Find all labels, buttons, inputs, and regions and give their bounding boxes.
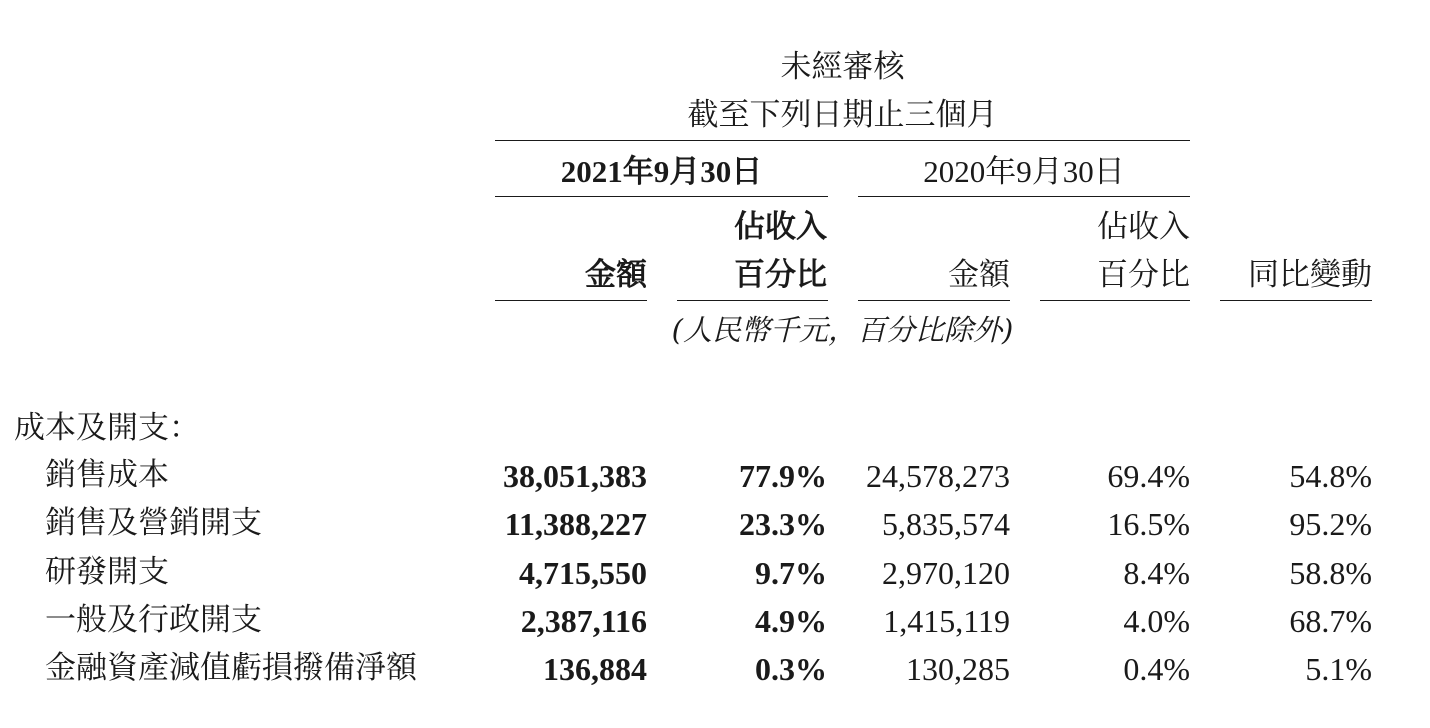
col-yoy: 同比變動 — [1248, 257, 1372, 293]
col-yoy-rule — [1220, 300, 1372, 301]
col-pct-2020-rule — [1040, 300, 1190, 301]
row-yoy: 95.2% — [1289, 506, 1372, 542]
header-rule-top — [495, 140, 1190, 141]
row-pct-2020: 0.4% — [1123, 651, 1190, 687]
row-amount-2020: 5,835,574 — [882, 506, 1010, 542]
row-amount-2021: 38,051,383 — [503, 458, 647, 494]
row-amount-2021: 136,884 — [543, 651, 647, 687]
row-pct-2021: 23.3% — [739, 506, 827, 542]
row-label: 銷售成本 — [45, 457, 169, 493]
period-2020-rule — [858, 196, 1190, 197]
col-pct-2021-bottom: 百分比 — [734, 257, 827, 293]
row-yoy: 68.7% — [1289, 603, 1372, 639]
col-amount-2020-rule — [858, 300, 1010, 301]
col-amount-2021: 金額 — [585, 257, 647, 293]
row-pct-2020: 8.4% — [1123, 555, 1190, 591]
col-amount-2021-rule — [495, 300, 647, 301]
col-pct-2020-bottom: 百分比 — [1097, 257, 1190, 293]
row-amount-2021: 2,387,116 — [520, 603, 647, 639]
row-label: 金融資產減值虧損撥備淨額 — [45, 650, 417, 686]
row-amount-2021: 4,715,550 — [519, 555, 647, 591]
row-amount-2020: 1,415,119 — [883, 603, 1010, 639]
row-pct-2021: 9.7% — [755, 555, 827, 591]
row-amount-2020: 24,578,273 — [866, 458, 1010, 494]
section-title: 成本及開支： — [14, 410, 200, 446]
col-pct-2021-rule — [677, 300, 828, 301]
row-label: 銷售及營銷開支 — [45, 505, 262, 541]
row-amount-2020: 130,285 — [906, 651, 1010, 687]
unit-note: (人民幣千元，百分比除外) — [671, 313, 1014, 347]
row-amount-2021: 11,388,227 — [504, 506, 647, 542]
header-period-caption: 截至下列日期止三個月 — [687, 97, 998, 133]
col-pct-2020-top: 佔收入 — [1097, 209, 1190, 245]
row-yoy: 58.8% — [1289, 555, 1372, 591]
row-label: 研發開支 — [45, 554, 169, 590]
col-pct-2021-top: 佔收入 — [734, 209, 827, 245]
row-yoy: 54.8% — [1289, 458, 1372, 494]
row-pct-2020: 16.5% — [1107, 506, 1190, 542]
header-unaudited: 未經審核 — [780, 49, 905, 85]
row-pct-2021: 4.9% — [755, 603, 827, 639]
row-pct-2021: 77.9% — [739, 458, 827, 494]
row-amount-2020: 2,970,120 — [882, 555, 1010, 591]
row-pct-2021: 0.3% — [755, 651, 827, 687]
period-2021: 2021年9月30日 — [560, 154, 763, 189]
col-amount-2020: 金額 — [948, 257, 1010, 293]
row-pct-2020: 69.4% — [1107, 458, 1190, 494]
period-2020: 2020年9月30日 — [923, 154, 1125, 189]
row-pct-2020: 4.0% — [1123, 603, 1190, 639]
row-label: 一般及行政開支 — [45, 602, 262, 638]
row-yoy: 5.1% — [1305, 651, 1372, 687]
period-2021-rule — [495, 196, 828, 197]
